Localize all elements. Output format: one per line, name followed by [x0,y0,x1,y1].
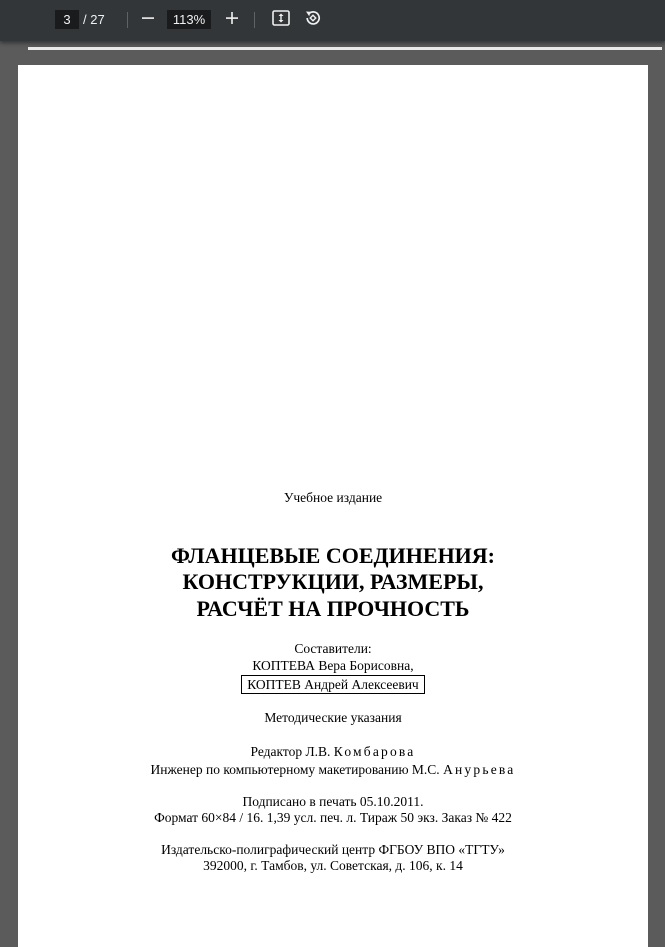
format-info: Формат 60×84 / 16. 1,39 усл. печ. л. Тираж 50 экз. Заказ № 422 [154,810,512,825]
publisher: Издательско-полиграфический центр ФГБОУ ВПО «ТГТУ» [161,842,505,857]
rotate-button[interactable] [301,8,325,32]
editor-name: Комбарова [333,744,416,759]
engineer-line [18,762,648,778]
minus-icon [140,10,156,31]
zoom-out-button[interactable] [136,8,160,32]
pdf-toolbar [0,0,665,41]
fit-to-page-button[interactable] [269,8,293,32]
signed-date: Подписано в печать 05.10.2011. [242,794,424,809]
address: 392000, г. Тамбов, ул. Советская, д. 106, к. 14 [203,858,463,873]
fit-page-icon [271,8,291,33]
compiler-1: КОПТЕВА Вера Борисовна, [252,658,414,673]
title-line-1: ФЛАНЦЕВЫЕ СОЕДИНЕНИЯ: [170,543,496,568]
compiler-2-row [18,675,648,694]
engineer-name: Анурьева [443,762,516,777]
zoom-level-input[interactable] [167,10,211,29]
toolbar-separator [127,12,128,28]
edition-type: Учебное издание [283,490,383,505]
compilers-label: Составители: [294,641,372,656]
zoom-in-button[interactable] [220,8,244,32]
title-line-3: РАСЧЁТ НА ПРОЧНОСТЬ [196,596,470,621]
engineer-label: Инженер по компьютерному макетированию М.С. [150,762,440,777]
rotate-icon [303,8,323,33]
previous-page-edge [28,47,662,50]
page-number-input[interactable] [55,10,79,29]
compiler-2-highlight: КОПТЕВ Андрей Алексеевич [241,675,424,694]
title-line-2: КОНСТРУКЦИИ, РАЗМЕРЫ, [182,569,484,594]
plus-icon [224,10,240,31]
editor-label: Редактор Л.В. [250,744,331,759]
editor-line [18,744,648,760]
pdf-page [18,65,648,947]
doc-kind: Методические указания [264,710,402,725]
page-total-label: / 27 [83,12,105,27]
toolbar-separator [254,12,255,28]
